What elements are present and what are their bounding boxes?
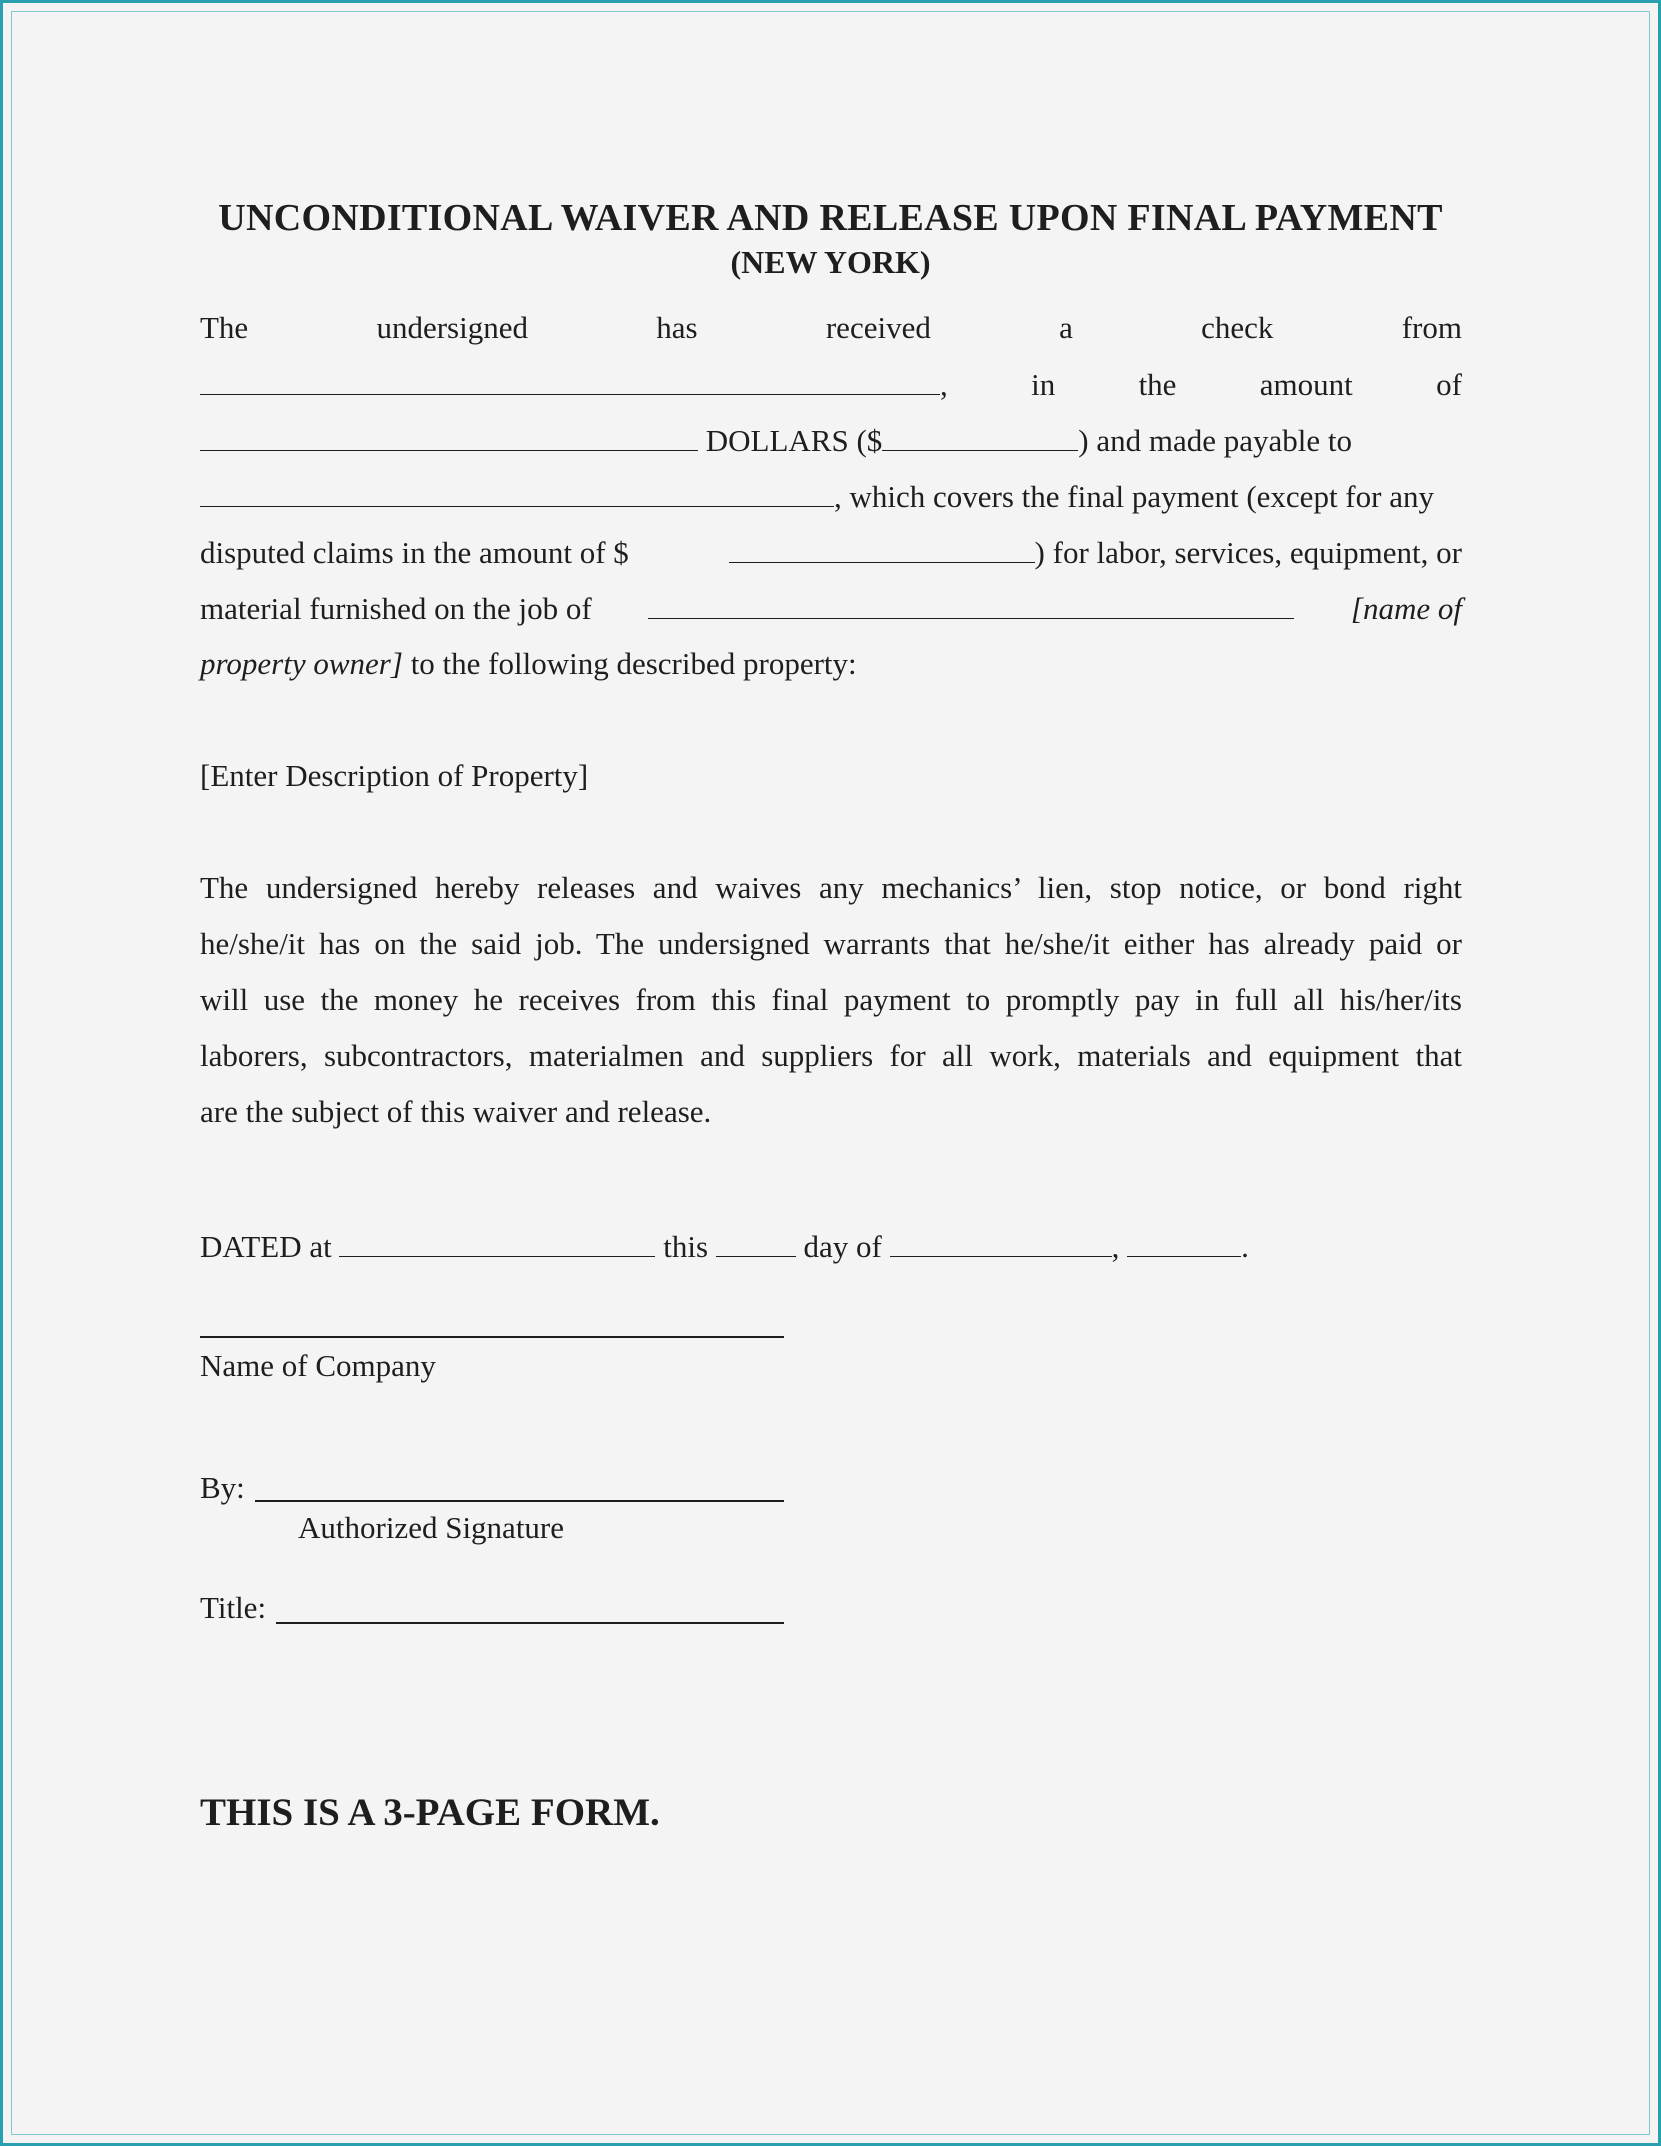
- page-count-notice: THIS IS A 3-PAGE FORM.: [200, 1791, 660, 1834]
- this-label: this: [663, 1229, 709, 1264]
- disputed-claims-text: disputed claims in the amount of $: [200, 535, 629, 570]
- word: the: [1138, 367, 1177, 402]
- payable-text: ) and made payable to: [1078, 423, 1352, 458]
- payee-blank[interactable]: [200, 476, 834, 507]
- word: undersigned: [376, 310, 528, 345]
- day-of-label: day of: [803, 1229, 882, 1264]
- word: has: [656, 310, 698, 345]
- year-blank[interactable]: [1127, 1226, 1241, 1257]
- para2-line1: The undersigned hereby releases and waives any mechanics’ lien, stop notice, or bond right: [200, 870, 1462, 905]
- property-owner-italic: property owner]: [200, 646, 403, 681]
- period: .: [1241, 1229, 1249, 1264]
- amount-words-blank[interactable]: [200, 420, 698, 451]
- comma: ,: [940, 367, 948, 402]
- material-furnished-text: material furnished on the job of: [200, 591, 592, 626]
- job-owner-blank[interactable]: [648, 588, 1294, 619]
- para1-line3: [200, 420, 1462, 461]
- para1-line1: [200, 308, 1462, 348]
- para1-line2: [200, 364, 1462, 405]
- document-subtitle: (NEW YORK): [730, 244, 931, 280]
- by-signature-line[interactable]: [255, 1500, 784, 1502]
- para2-line3: will use the money he receives from this final payment to promptly pay in full all his/her/its: [200, 982, 1462, 1017]
- para1-line7: [200, 644, 1462, 684]
- comma: ,: [1111, 1229, 1120, 1264]
- document-title: UNCONDITIONAL WAIVER AND RELEASE UPON FINAL PAYMENT: [218, 197, 1443, 239]
- para2-line4: laborers, subcontractors, materialmen and suppliers for all work, materials and equipment that: [200, 1038, 1462, 1073]
- name-of-italic: [name of: [1350, 591, 1462, 626]
- disputed-amount-blank[interactable]: [729, 532, 1035, 563]
- word: in: [1031, 367, 1056, 402]
- title-label: Title:: [200, 1590, 267, 1625]
- dollars-label: DOLLARS ($: [705, 423, 883, 458]
- word: from: [1401, 310, 1462, 345]
- word: received: [825, 310, 931, 345]
- labor-services-text: ) for labor, services, equipment, or: [1034, 535, 1462, 570]
- dated-place-blank[interactable]: [339, 1226, 655, 1257]
- authorized-signature-label: Authorized Signature: [298, 1510, 565, 1545]
- month-blank[interactable]: [890, 1226, 1112, 1257]
- final-payment-text: , which covers the final payment (except for any: [834, 479, 1434, 514]
- company-label: Name of Company: [200, 1348, 436, 1383]
- payer-blank[interactable]: [200, 364, 940, 395]
- amount-words-field-group: [200, 420, 1352, 461]
- described-property-text: to the following described property:: [402, 646, 857, 681]
- dated-at-label: DATED at: [200, 1229, 332, 1264]
- payer-field-group: [200, 364, 948, 405]
- title-line[interactable]: [276, 1622, 784, 1624]
- property-description: [Enter Description of Property]: [200, 758, 589, 793]
- word: of: [1436, 367, 1462, 402]
- para2-line5: are the subject of this waiver and release.: [200, 1094, 712, 1129]
- company-signature-line[interactable]: [200, 1336, 784, 1338]
- dated-line: [200, 1226, 1462, 1267]
- by-label: By:: [200, 1470, 245, 1505]
- amount-number-blank[interactable]: [882, 420, 1078, 451]
- word: amount: [1259, 367, 1353, 402]
- word: check: [1201, 310, 1274, 345]
- para1-line6: [200, 588, 1462, 629]
- word: a: [1059, 310, 1073, 345]
- para1-line5: [200, 532, 1462, 573]
- day-blank[interactable]: [716, 1226, 796, 1257]
- para1-line4: [200, 476, 1462, 517]
- disputed-amount-group: [729, 532, 1462, 573]
- para2-line2: he/she/it has on the said job. The undersigned warrants that he/she/it either has already paid or: [200, 926, 1462, 961]
- word: The: [200, 310, 249, 345]
